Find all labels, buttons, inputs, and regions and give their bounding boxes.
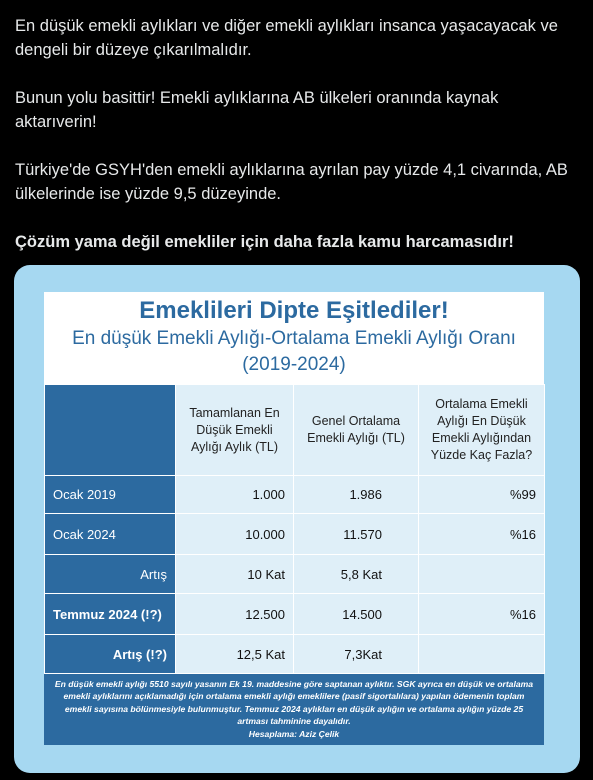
tweet-image[interactable]: [14, 265, 580, 773]
footnote-credit: Hesaplama: Aziz Çelik: [248, 728, 340, 739]
table-row: [45, 635, 545, 674]
row-label: Temmuz 2024 (!?): [45, 594, 176, 635]
tweet-paragraph-2: Bunun yolu basittir! Emekli aylıklarına AB ülkeleri oranında kaynak aktarıverin!: [15, 89, 499, 131]
tweet-paragraph-3: Türkiye'de GSYH'den emekli aylıklarına ayrılan pay yüzde 4,1 civarında, AB ülkelerinde ise yüzde 9,5 düzeyinde.: [15, 161, 568, 203]
cell-min-pension: 1.000: [176, 476, 294, 514]
table-row: [45, 514, 545, 555]
infographic-subtitle-1: En düşük Emekli Aylığı-Ortalama Emekli Aylığı Oranı: [72, 328, 516, 349]
pension-table: [44, 384, 545, 674]
cell-avg-pension: 5,8 Kat: [294, 555, 419, 594]
row-label: Ocak 2024: [45, 514, 176, 555]
cell-avg-pension: 11.570: [294, 514, 419, 555]
cell-min-pension: 12.500: [176, 594, 294, 635]
cell-percent-diff: %16: [419, 514, 545, 555]
tweet-text: [15, 14, 583, 254]
table-header-row: [45, 385, 545, 476]
cell-min-pension: 10.000: [176, 514, 294, 555]
table-corner: [45, 385, 176, 476]
infographic-title-box: [44, 292, 544, 384]
footnote-text: En düşük emekli aylığı 5510 sayılı yasanın Ek 19. maddesine göre saptanan aylıktır. SGK ayrıca en düşük ve ortalama emekli aylıklarını açıklamadığı için ortalama emekli aylığı emeklilere (pasif sigortalılara) yapılan ödemenin toplam emekli sayısına bölünmesiyle bulunmuştur. Temmuz 2024 aylıkları en düşük aylığın ve ortalama aylığın yüzde 25 artması tahminine dayalıdır.: [54, 679, 534, 727]
header-min-pension: Tamamlanan En Düşük Emekli Aylığı Aylık (TL): [176, 385, 294, 476]
tweet-paragraph-1: En düşük emekli aylıkları ve diğer emekli aylıkları insanca yaşacayacak ve dengeli bir düzeye çıkarılmalıdır.: [15, 17, 558, 59]
cell-avg-pension: 1.986: [294, 476, 419, 514]
cell-avg-pension: 7,3Kat: [294, 635, 419, 674]
cell-percent-diff: %99: [419, 476, 545, 514]
cell-percent-diff: [419, 635, 545, 674]
cell-percent-diff: %16: [419, 594, 545, 635]
infographic-footnote: [44, 674, 544, 745]
cell-min-pension: 12,5 Kat: [176, 635, 294, 674]
infographic-title: Emeklileri Dipte Eşitlediler!: [139, 297, 449, 324]
cell-avg-pension: 14.500: [294, 594, 419, 635]
header-percent-diff: Ortalama Emekli Aylığı En Düşük Emekli Aylığından Yüzde Kaç Fazla?: [419, 385, 545, 476]
cell-percent-diff: [419, 555, 545, 594]
row-label: Ocak 2019: [45, 476, 176, 514]
table-row: [45, 555, 545, 594]
row-label: Artış (!?): [45, 635, 176, 674]
table-row: [45, 476, 545, 514]
table-row: [45, 594, 545, 635]
infographic: [44, 292, 544, 766]
header-avg-pension: Genel Ortalama Emekli Aylığı (TL): [294, 385, 419, 476]
tweet-paragraph-4: Çözüm yama değil emekliler için daha fazla kamu harcamasıdır!: [15, 233, 514, 251]
infographic-subtitle-2: (2019-2024): [242, 354, 346, 375]
cell-min-pension: 10 Kat: [176, 555, 294, 594]
row-label: Artış: [45, 555, 176, 594]
